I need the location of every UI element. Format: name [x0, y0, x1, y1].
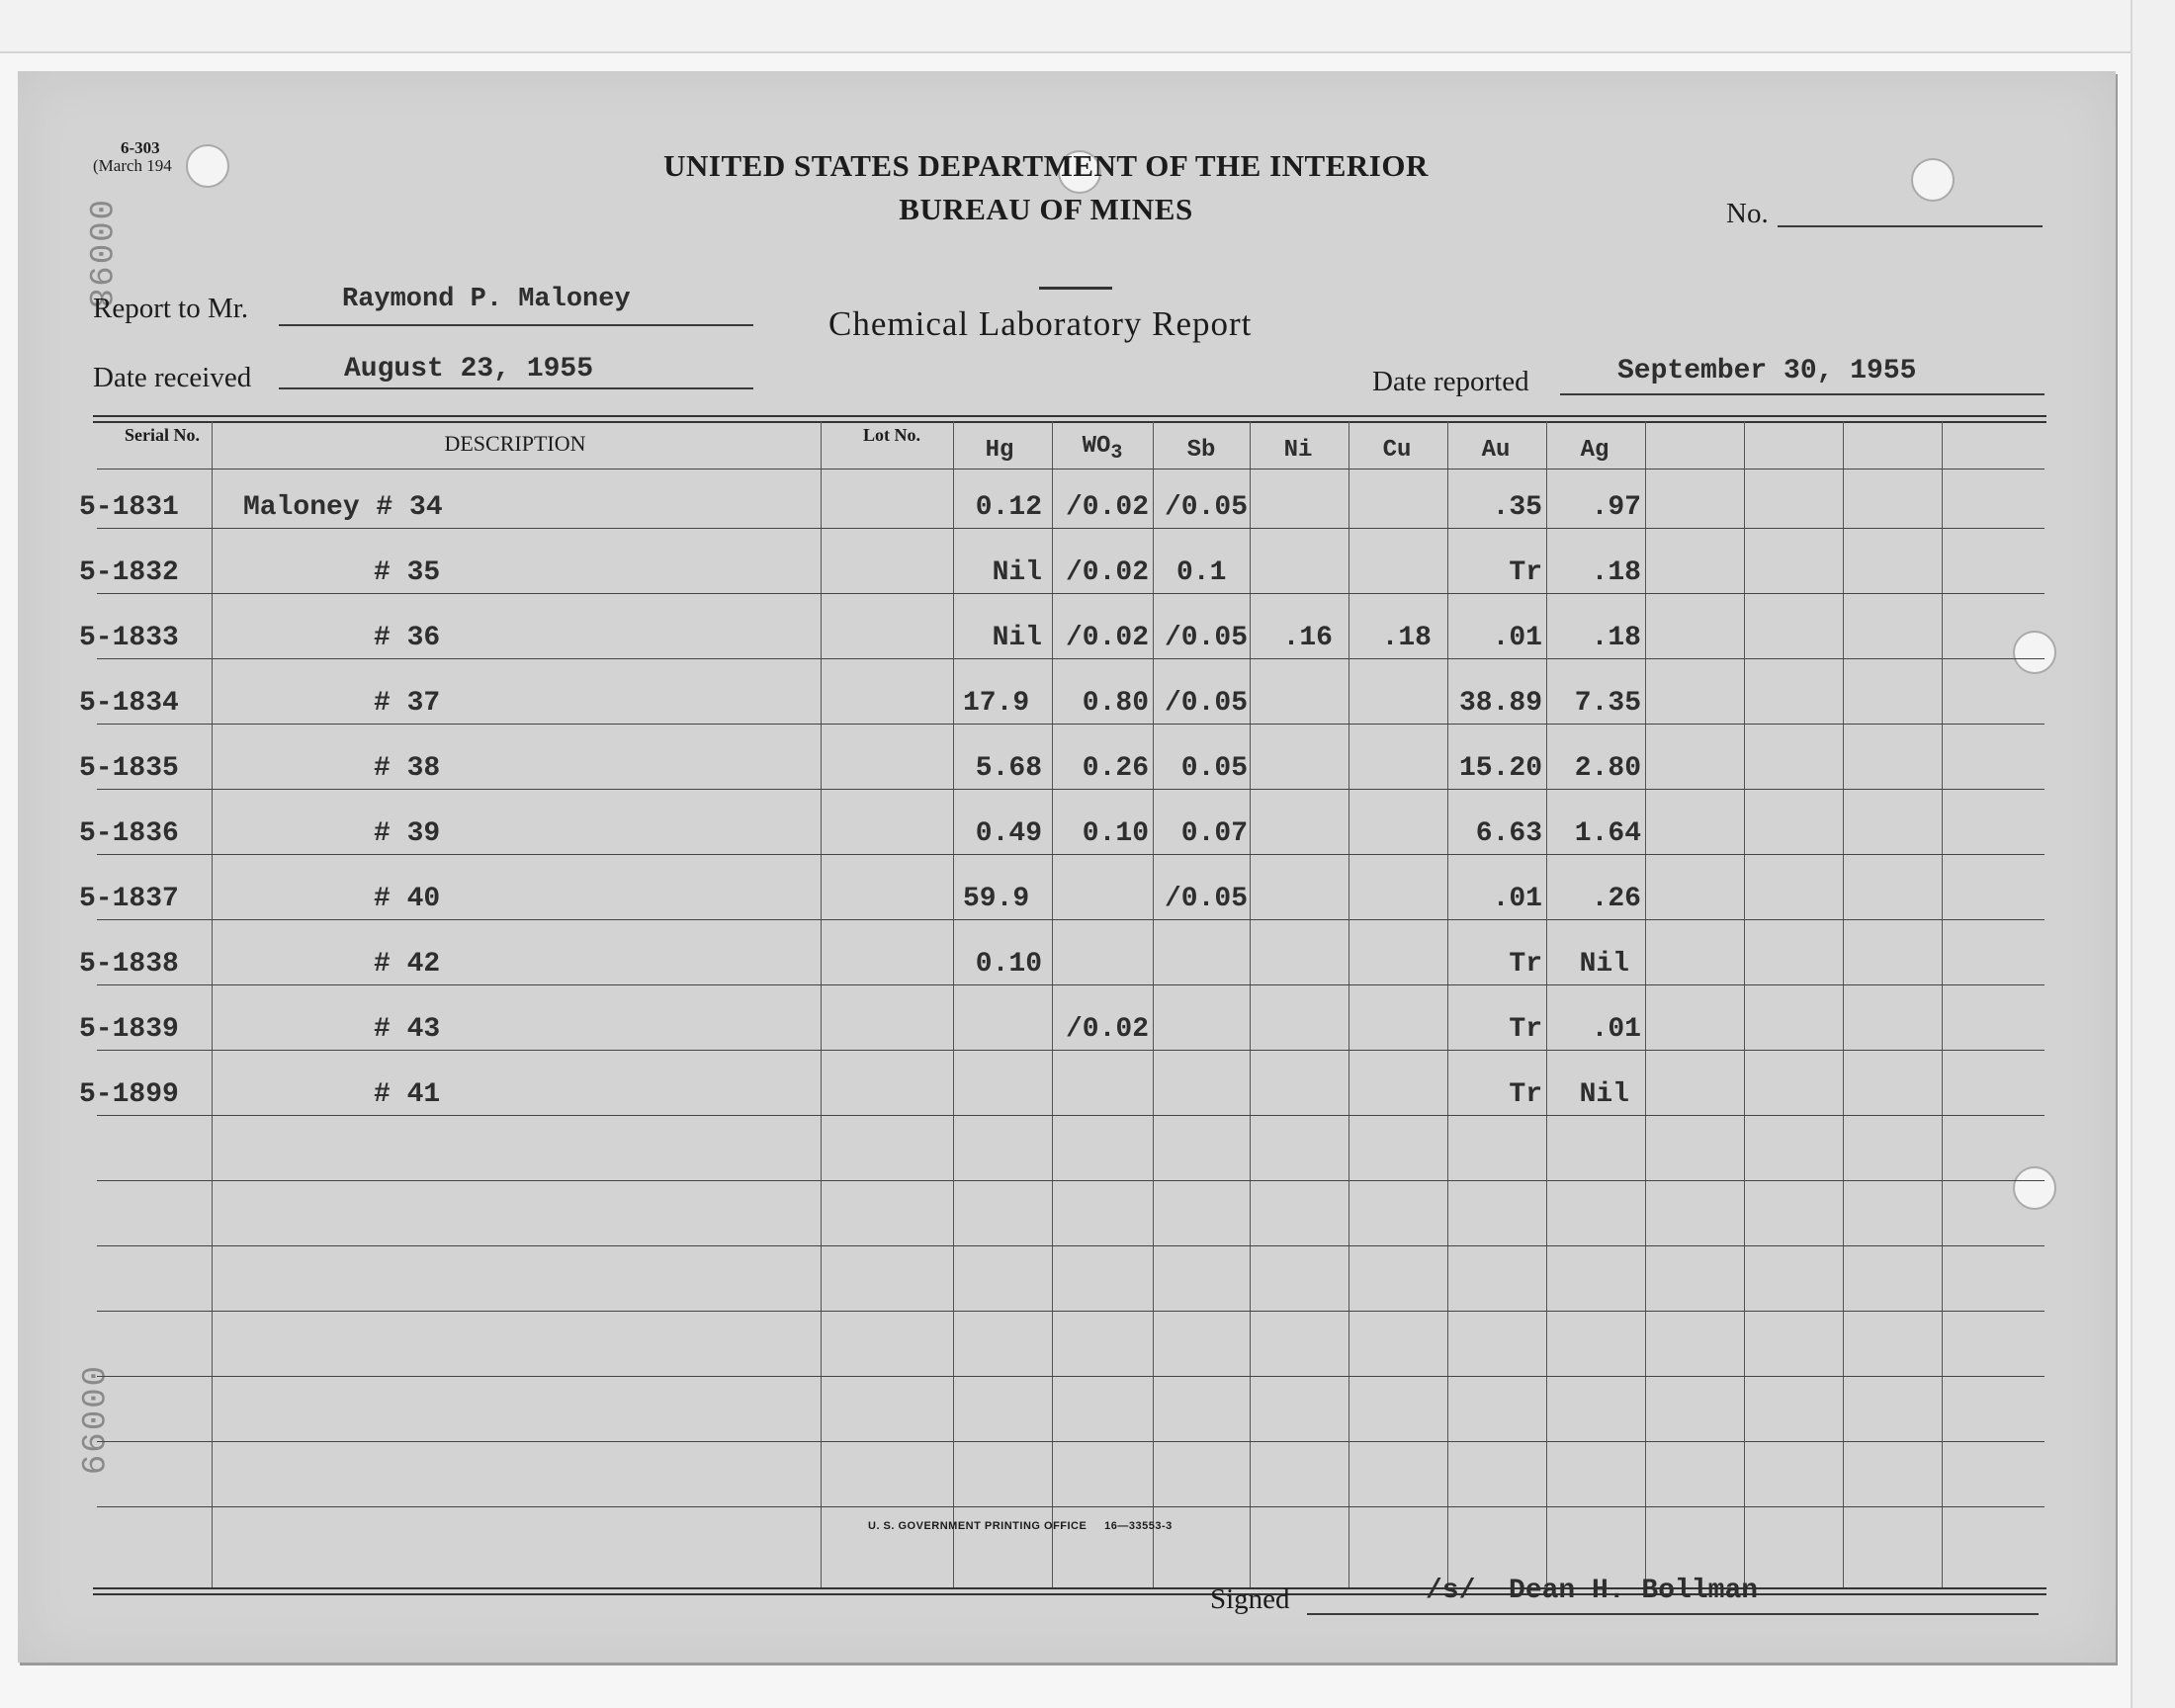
row-rule	[97, 1115, 2044, 1116]
col-header-wo3-text: WO	[1082, 433, 1111, 460]
side-stamp-bottom: 00099	[71, 1366, 109, 1478]
au-cell: Tr	[1509, 949, 1542, 980]
au-cell: Tr	[1509, 1014, 1542, 1045]
wo3-cell: /0.02	[1065, 557, 1149, 588]
description-cell: # 40	[374, 884, 441, 914]
serial-cell: 5-1835	[79, 753, 179, 784]
serial-cell: 5-1833	[79, 623, 179, 653]
table-top-rule-inner	[93, 421, 2046, 423]
row-rule	[97, 1180, 2044, 1181]
sb-cell: /0.05	[1164, 688, 1248, 719]
report-to-label: Report to Mr.	[93, 293, 249, 324]
ag-cell: .01	[1591, 1014, 1641, 1045]
hg-cell: 0.12	[975, 492, 1042, 523]
page-top-band	[0, 0, 2175, 53]
row-rule	[97, 854, 2044, 855]
form-revision: (March 194	[93, 156, 172, 175]
sb-cell: /0.05	[1164, 884, 1248, 914]
wo3-cell: 0.26	[1082, 753, 1149, 784]
col-divider	[1250, 421, 1251, 1587]
description-cell: # 39	[374, 818, 441, 849]
hg-cell: Nil	[992, 623, 1042, 653]
col-divider	[1744, 421, 1745, 1587]
no-label: No.	[1726, 198, 1769, 229]
col-header-wo3-subscript: 3	[1110, 441, 1123, 465]
sb-cell: 0.1	[1176, 557, 1227, 588]
serial-cell: 5-1834	[79, 688, 179, 719]
col-header-lot: Lot No.	[863, 425, 920, 445]
punch-hole-icon	[2013, 1166, 2056, 1210]
hg-cell: 59.9	[963, 884, 1030, 914]
description-cell: # 42	[374, 949, 441, 980]
wo3-cell: 0.10	[1082, 818, 1149, 849]
au-cell: 15.20	[1458, 753, 1542, 784]
serial-cell: 5-1831	[79, 492, 179, 523]
col-divider	[1348, 421, 1349, 1587]
ag-cell: 1.64	[1574, 818, 1641, 849]
ag-cell: .18	[1591, 557, 1641, 588]
row-rule	[97, 789, 2044, 790]
signed-label: Signed	[1210, 1583, 1290, 1615]
col-header-ag: Ag	[1580, 437, 1610, 464]
row-rule	[97, 1441, 2044, 1442]
col-divider	[1447, 421, 1448, 1587]
col-header-serial: Serial No.	[125, 425, 200, 445]
date-reported-label: Date reported	[1372, 366, 1529, 397]
ag-cell: Nil	[1579, 949, 1629, 980]
date-reported-value: September 30, 1955	[1617, 356, 1917, 386]
ag-cell: Nil	[1579, 1079, 1629, 1110]
wo3-cell: /0.02	[1065, 492, 1149, 523]
sb-cell: 0.05	[1180, 753, 1248, 784]
wo3-cell: 0.80	[1082, 688, 1149, 719]
hg-cell: Nil	[992, 557, 1042, 588]
description-cell: # 38	[374, 753, 441, 784]
report-title: Chemical Laboratory Report	[828, 304, 1253, 343]
wo3-cell: /0.02	[1065, 1014, 1149, 1045]
row-rule	[97, 1376, 2044, 1377]
side-stamp-top: 00098	[79, 200, 117, 311]
description-cell: # 43	[374, 1014, 441, 1045]
row-rule	[97, 1311, 2044, 1312]
col-header-cu: Cu	[1382, 437, 1412, 464]
ag-cell: 7.35	[1574, 688, 1641, 719]
description-cell: Maloney # 34	[243, 492, 443, 523]
serial-cell: 5-1838	[79, 949, 179, 980]
au-cell: .01	[1492, 623, 1542, 653]
hg-cell: 0.49	[975, 818, 1042, 849]
ag-cell: .26	[1591, 884, 1641, 914]
date-received-label: Date received	[93, 362, 252, 393]
col-header-hg: Hg	[985, 437, 1014, 464]
ag-cell: .97	[1591, 492, 1641, 523]
ni-cell: .16	[1282, 623, 1333, 653]
col-header-au: Au	[1481, 437, 1511, 464]
col-divider	[1843, 421, 1844, 1587]
ag-cell: .18	[1591, 623, 1641, 653]
au-cell: Tr	[1509, 557, 1542, 588]
col-divider	[212, 421, 213, 1587]
report-to-value: Raymond P. Maloney	[342, 285, 631, 314]
punch-hole-icon	[2013, 631, 2056, 674]
form-number: 6-303	[121, 138, 160, 157]
row-rule	[97, 1245, 2044, 1246]
row-rule	[97, 1506, 2044, 1507]
row-rule	[97, 1050, 2044, 1051]
report-to-line	[279, 324, 753, 326]
au-cell: .01	[1492, 884, 1542, 914]
description-cell: # 36	[374, 623, 441, 653]
hg-cell: 5.68	[975, 753, 1042, 784]
description-cell: # 35	[374, 557, 441, 588]
au-cell: Tr	[1509, 1079, 1542, 1110]
au-cell: 6.63	[1475, 818, 1542, 849]
date-received-value: August 23, 1955	[344, 354, 594, 384]
col-header-wo3	[1052, 433, 1153, 465]
col-divider	[1645, 421, 1646, 1587]
row-rule	[97, 528, 2044, 529]
punch-hole-icon	[186, 144, 229, 188]
date-reported-line	[1560, 393, 2044, 395]
serial-cell: 5-1836	[79, 818, 179, 849]
punch-hole-icon	[1911, 158, 1955, 202]
description-cell: # 37	[374, 688, 441, 719]
serial-cell: 5-1899	[79, 1079, 179, 1110]
au-cell: .35	[1492, 492, 1542, 523]
col-header-ni: Ni	[1283, 437, 1313, 464]
printer-line: U. S. GOVERNMENT PRINTING OFFICE 16—33553-3	[868, 1520, 1173, 1532]
date-received-line	[279, 387, 753, 389]
page-right-band	[2131, 0, 2175, 1708]
col-divider	[1942, 421, 1943, 1587]
signature-line	[1307, 1613, 2039, 1615]
ag-cell: 2.80	[1574, 753, 1641, 784]
hg-cell: 0.10	[975, 949, 1042, 980]
cu-cell: .18	[1381, 623, 1432, 653]
row-rule	[97, 919, 2044, 920]
serial-cell: 5-1832	[79, 557, 179, 588]
col-divider	[821, 421, 822, 1587]
row-rule	[97, 658, 2044, 659]
table-top-rule	[93, 415, 2046, 417]
signed-by-value: /s/ Dean H. Bollman	[1426, 1576, 1759, 1606]
col-header-description: DESCRIPTION	[444, 431, 586, 456]
bureau-heading: BUREAU OF MINES	[899, 192, 1193, 226]
row-rule	[97, 984, 2044, 985]
serial-cell: 5-1837	[79, 884, 179, 914]
serial-cell: 5-1839	[79, 1014, 179, 1045]
col-header-sb: Sb	[1186, 437, 1216, 464]
col-divider	[1546, 421, 1547, 1587]
lab-report-sheet	[18, 71, 2116, 1663]
row-rule	[97, 593, 2044, 594]
wo3-cell: /0.02	[1065, 623, 1149, 653]
col-divider	[1153, 421, 1154, 1587]
sb-cell: /0.05	[1164, 623, 1248, 653]
description-cell: # 41	[374, 1079, 441, 1110]
col-divider	[953, 421, 954, 1587]
sb-cell: 0.07	[1180, 818, 1248, 849]
sb-cell: /0.05	[1164, 492, 1248, 523]
hg-cell: 17.9	[963, 688, 1030, 719]
au-cell: 38.89	[1458, 688, 1542, 719]
department-heading: UNITED STATES DEPARTMENT OF THE INTERIOR	[663, 148, 1429, 183]
header-rule	[97, 469, 2044, 470]
no-field	[1778, 225, 2043, 227]
col-divider	[1052, 421, 1053, 1587]
row-rule	[97, 724, 2044, 725]
title-rule	[1039, 287, 1112, 290]
